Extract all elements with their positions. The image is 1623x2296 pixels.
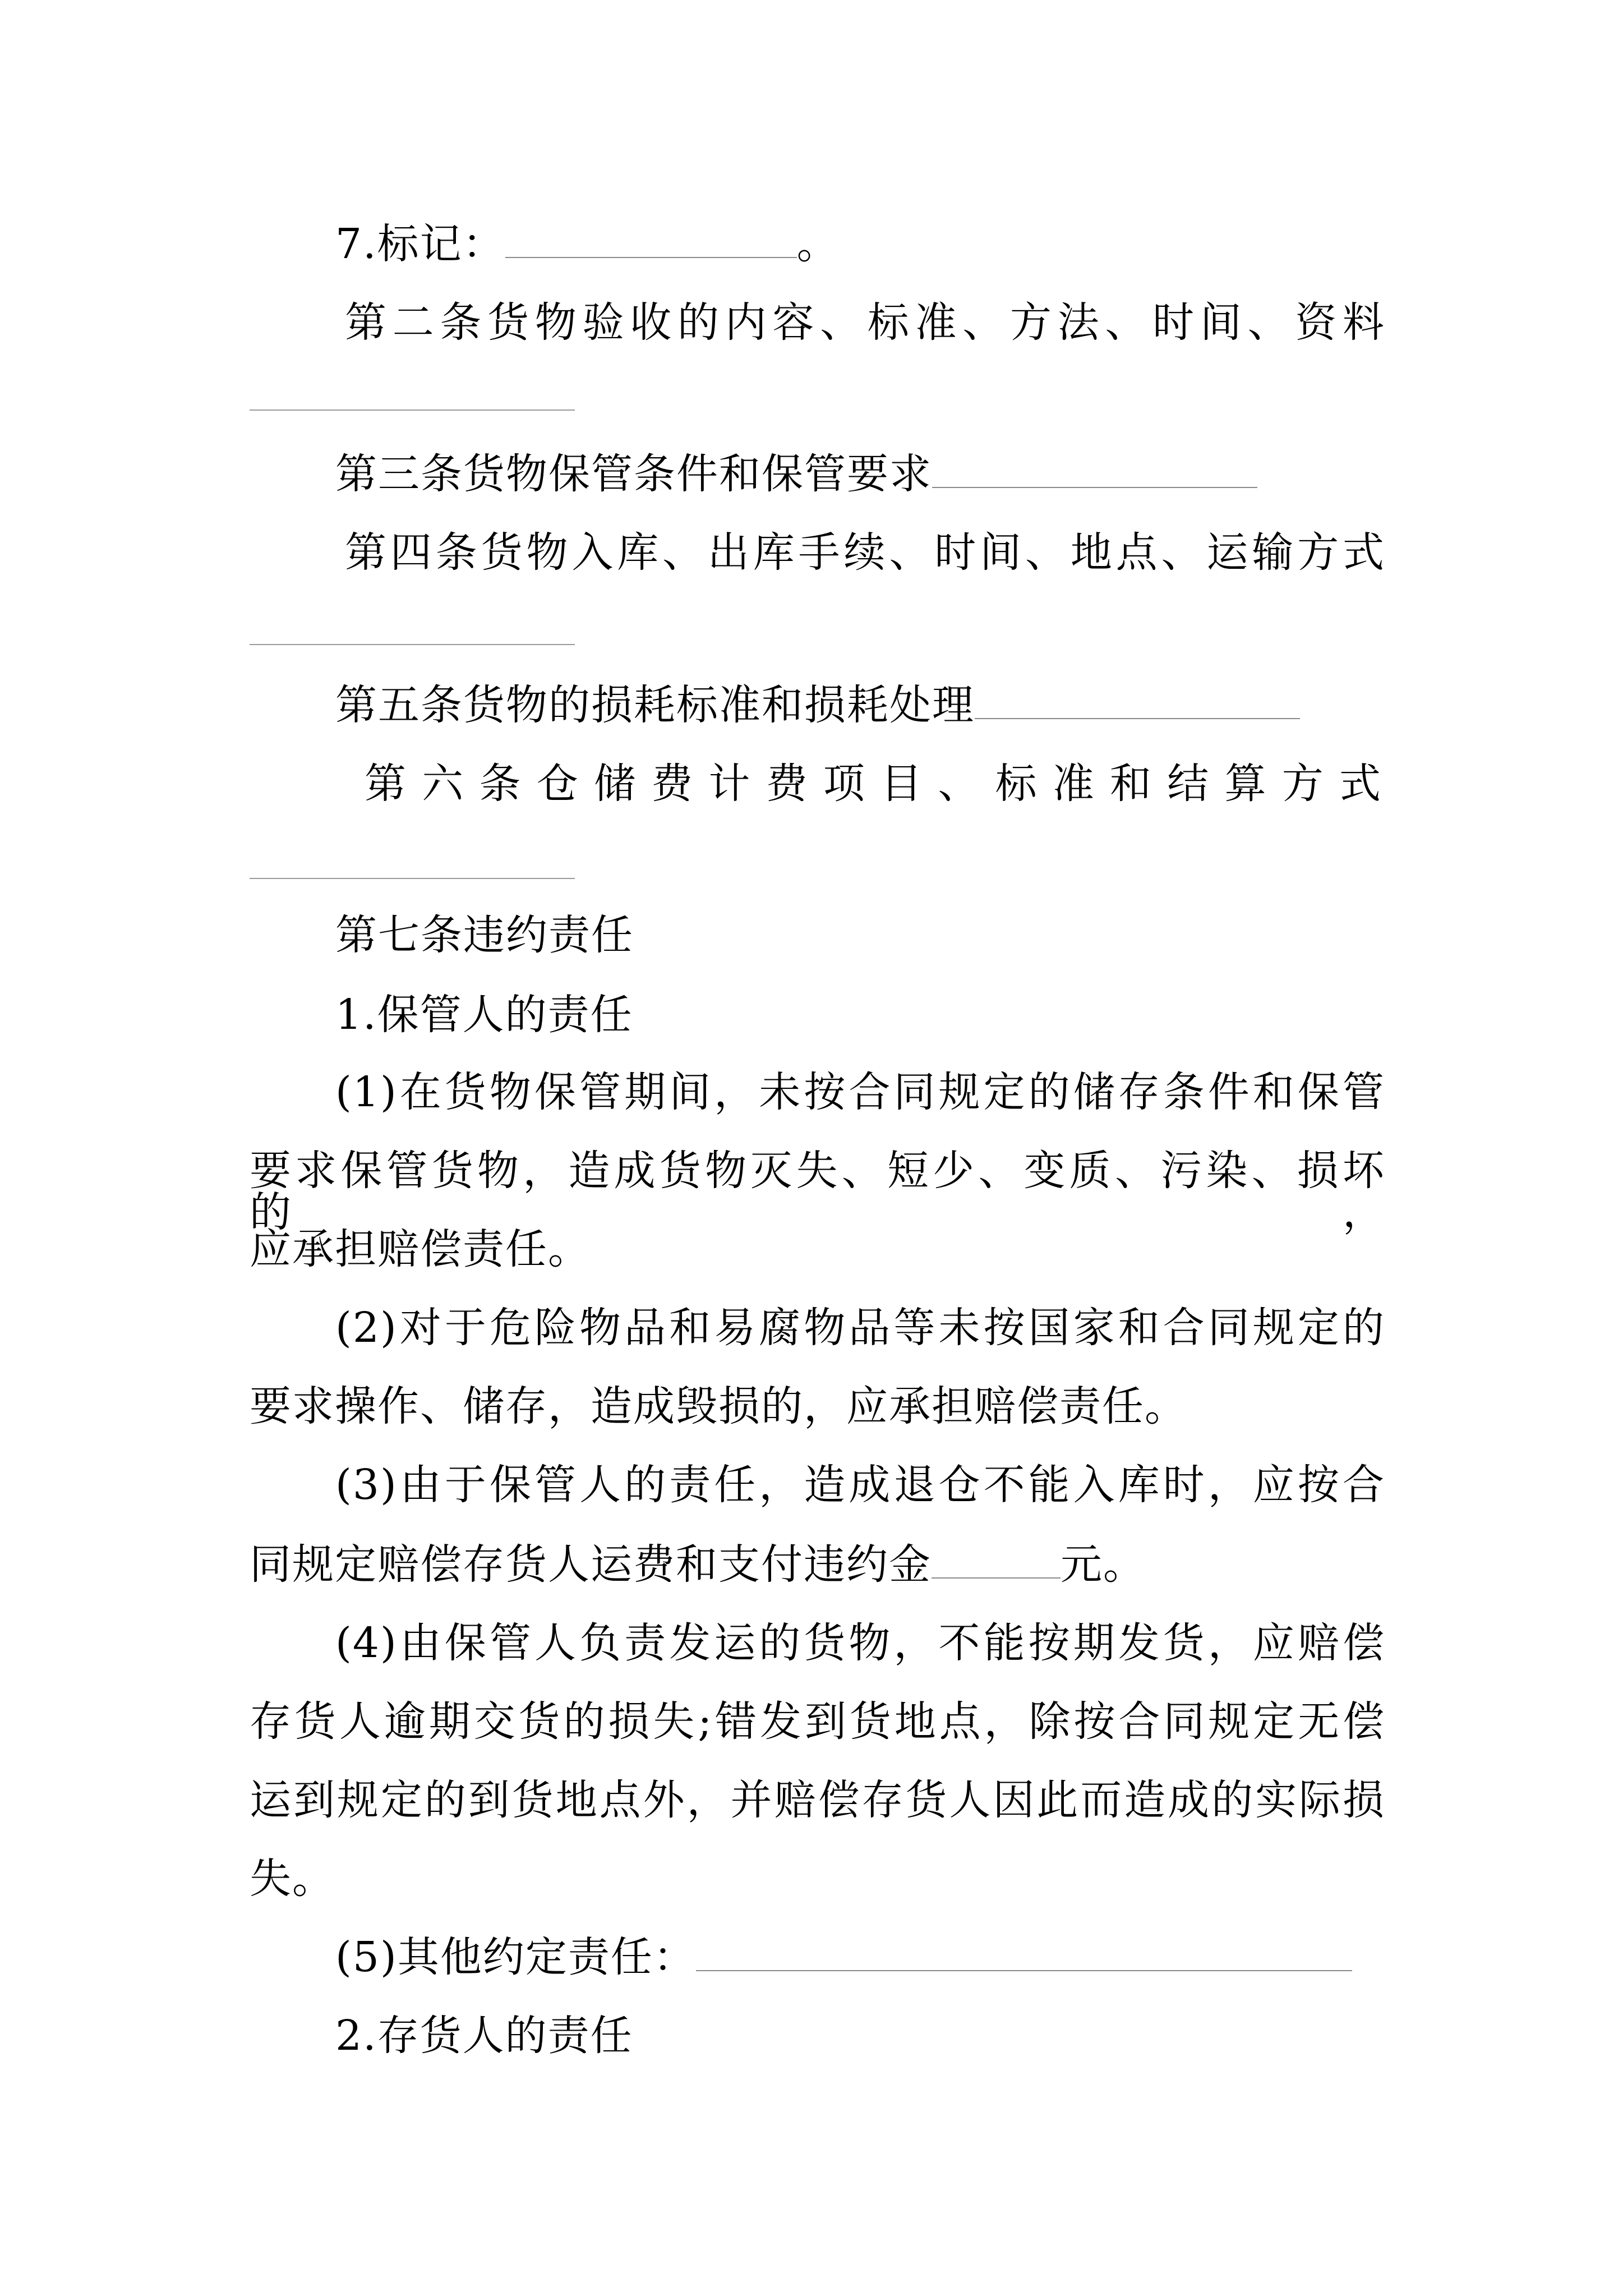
article-2-blank: [250, 409, 575, 411]
other-responsibility-blank: [696, 1938, 1352, 1971]
clause-4-line-2: 存货人逾期交货的损失;错发到货地点，除按合同规定无偿: [250, 1697, 1385, 1746]
article-6-blank: [250, 878, 575, 879]
clause-3-line-2: [250, 1540, 1146, 1589]
clause-1-line-2: 要求保管货物，造成货物灭失、短少、变质、污染、损坏的，: [250, 1147, 1385, 1236]
clause-1-line-3: 应承担赔偿责任。: [250, 1225, 591, 1273]
article-6: 第六条仓储费计费项目、标准和结算方式: [365, 760, 1385, 808]
clause-2-line-2: 要求操作、储存，造成毁损的，应承担赔偿责任。: [250, 1382, 1187, 1430]
item-7-end: 。: [796, 220, 840, 268]
mark-blank: [505, 224, 797, 258]
clause-5: [335, 1933, 1352, 1981]
clause-1-line-1: (1)在货物保管期间，未按合同规定的储存条件和保管: [335, 1068, 1385, 1116]
clause-4-line-3: 运到规定的到货地点外，并赔偿存货人因此而造成的实际损: [250, 1776, 1385, 1824]
article-5-blank: [975, 685, 1300, 719]
clause-4-line-4: 失。: [250, 1855, 335, 1903]
item-7-label: 7.标记：: [335, 220, 505, 268]
article-3-text: 第三条货物保管条件和保管要求: [335, 450, 932, 498]
penalty-amount-blank: [932, 1545, 1061, 1579]
clause-3-line-1: (3)由于保管人的责任，造成退仓不能入库时，应按合: [335, 1461, 1385, 1509]
clause-3-line-2-text: 同规定赔偿存货人运费和支付违约金: [250, 1540, 932, 1589]
article-7: 第七条违约责任: [335, 911, 634, 959]
depositor-responsibility-heading: 2.存货人的责任: [335, 2012, 633, 2060]
clause-4-line-1: (4)由保管人负责发运的货物，不能按期发货，应赔偿: [335, 1619, 1385, 1667]
article-5: [335, 681, 1300, 729]
article-5-text: 第五条货物的损耗标准和损耗处理: [335, 681, 975, 729]
keeper-responsibility-heading: 1.保管人的责任: [335, 991, 633, 1039]
article-4-blank: [250, 644, 575, 645]
clause-3-line-2-unit: 元。: [1061, 1540, 1146, 1589]
article-3: [335, 450, 1257, 498]
clause-5-label: (5)其他约定责任：: [335, 1933, 696, 1981]
clause-2-line-1: (2)对于危险物品和易腐物品等未按国家和合同规定的: [335, 1304, 1385, 1352]
article-2: 第二条货物验收的内容、标准、方法、时间、资料: [345, 298, 1385, 347]
article-3-blank: [932, 454, 1257, 488]
article-4: 第四条货物入库、出库手续、时间、地点、运输方式: [345, 528, 1385, 577]
item-7-mark: [335, 220, 840, 268]
